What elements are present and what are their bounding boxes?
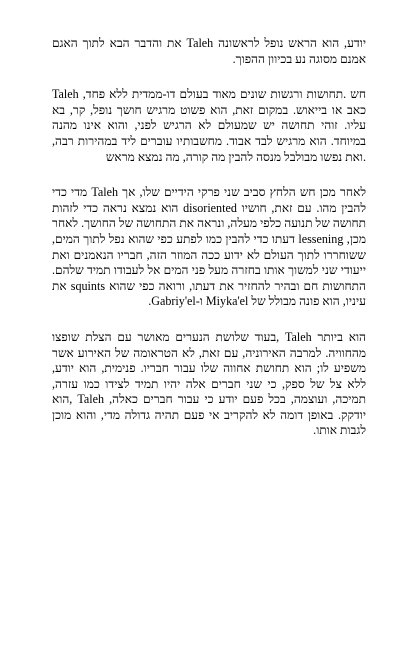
paragraph-4: הוא ביותר Taleh ,בעוד שלושת הנערים מאושר עם הצלת שופצו מהחוויה. למרבה האירוניה, עם זאת, לא הטראומה של האירוע אשר משפיע לו; הוא תחושת אחווה שלו עבור חבריו. פנימית, הוא יודע, ללא צל של ספק, כי שני חברים אלה יהיו תמיד לצידו כמו עזרה, תמיכה, ועוצמה, בכל פעם יודע כי עבור חברים כאלה, Taleh ,הוא יודקק. באופן דומה לא להקריב אי פעם תהיה גדולה מדי, והוא מוכן לגבות אותו. (52, 329, 367, 438)
paragraph-3: לאחר מכן חש הלחץ סביב שני פרקי הידיים שלו, אך Taleh מדי כדי להבין מהו. עם זאת, חושיו disoriented הוא נמצא נראה כדי לזהות תחושה של תנועה כלפי מעלה, ונראה את התחושה של החושך. לאחר מכן, lessening דעתו כדי להבין כמו לפתע כפי שהוא נפל לתוך המים, ששוחררו לתוך העולם לא ידוע ככה המוזר הזה, חבריו הנאמנים ואת ייעודי שני למשוך אותו בחזרה מעל פני המים אל לעבודו תמיד שלהם. התחושות חם ובהיר להחזיר את דעתו, ורואה כפי שהוא squints את עיניו, הוא פונה מבולל של Miyka'el ו-Gabriy'el. (52, 185, 366, 309)
paragraph-2: Taleh חש .תחושות ורגשות שונים מאוד בעולם דו-ממדית ללא פחד, כאב או בייאוש. במקום זאת, הוא פשוט מרגיש חושך נופל, קר, בא עליו. זוהי תחושה יש שמעולם לא הרגיש לפני, והוא אינו מהנה במיוחד. הוא מרגיש לבד אבוד. מחשבותיו עוברים ליד במהירות רבה, ואת נפשו מבולבל מנסה להבין מה קורה, מה נמצא מראש. (52, 87, 366, 164)
paragraph-1: יודע, הוא הראש נופל לראשונה Taleh את והדבר הבא לתוך האגם אמנם מסוגה נע בכיוון ההפוך. (52, 36, 367, 66)
document-page (52, 36, 366, 459)
